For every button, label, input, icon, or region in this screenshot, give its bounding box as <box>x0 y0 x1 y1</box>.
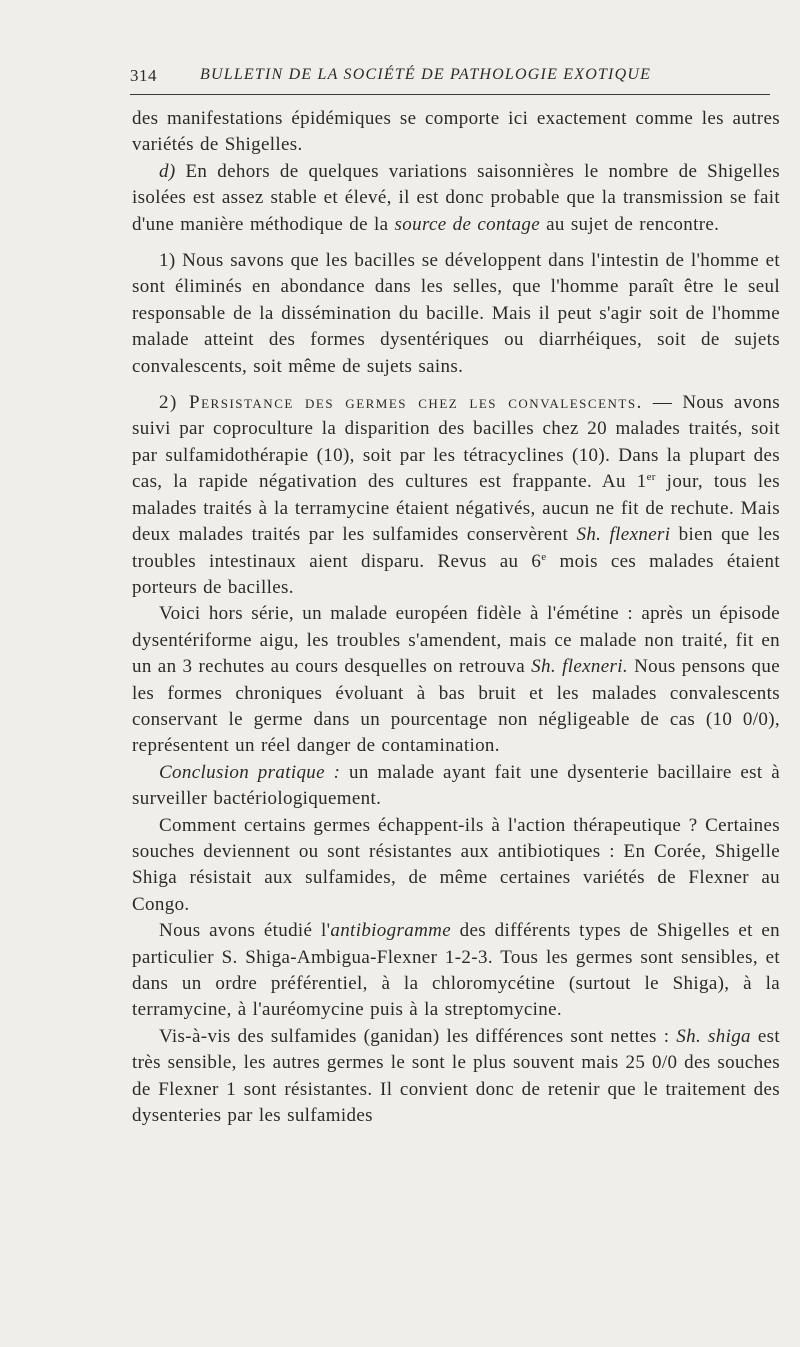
paragraph-3: 1) Nous savons que les bacilles se développent dans l'intestin de l'homme et sont éliminés en abondance dans les selles, que l'homme paraît être le seul responsable de la dissémination du bacille. Mais il peut s'agir soit de l'homme malade atteint des formes dysentériques ou diarrhéiques, soit de sujets convalescents, soit même de sujets sains. <box>132 250 780 377</box>
paragraph-6-text-a: un malade ayant fait une dysenterie bacillaire est à surveiller bactériologiquement. <box>132 761 780 810</box>
paragraph-1: des manifestations épidémiques se comporte ici exactement comme les autres variétés de Shigelles. <box>132 108 780 156</box>
running-header <box>130 66 770 92</box>
paragraph-4 <box>132 390 780 601</box>
paragraph-8 <box>132 918 780 1024</box>
running-title: BULLETIN DE LA SOCIÉTÉ DE PATHOLOGIE EXOTIQUE <box>200 66 652 83</box>
paragraph-2-text-b: au sujet de rencontre. <box>539 213 720 235</box>
superscript-er: er <box>646 471 656 484</box>
paragraph-2-text-a: En dehors de quelques variations saisonnières le nombre de Shigelles isolées est assez stable et élevé, il est donc probable que la transmission se fait d'une manière méthodique de la <box>132 160 780 235</box>
species-name: Sh. flexneri. <box>531 656 629 678</box>
page-number: 314 <box>130 66 157 85</box>
paragraph-2 <box>132 159 780 238</box>
paragraph-2-label: d) <box>159 160 176 182</box>
paragraph-5-text-b: Nous pensons que les formes chroniques évoluant à bas bruit et les malades convalescents conservant le germe dans un pourcentage non négligeable de cas (10 0/0), représentent un réel danger de contamination. <box>132 656 780 757</box>
paragraph-9-text-a: Vis-à-vis des sulfamides (ganidan) les différences sont nettes : <box>159 1025 677 1047</box>
species-name: Sh. shiga <box>676 1025 751 1047</box>
conclusion-label: Conclusion pratique : <box>159 761 341 783</box>
paragraph-7: Comment certains germes échappent-ils à l'action thérapeutique ? Certaines souches deviennent ou sont résistantes aux antibiotiques : En Corée, Shigelle Shiga résistait aux sulfamides, de même certaines variétés de Flexner au Congo. <box>132 814 780 915</box>
paragraph-9-text-b: est très sensible, les autres germes le sont le plus souvent mais 25 0/0 des souches de Flexner 1 sont résistantes. Il convient donc de retenir que le traitement des dysenteries par les sulfamides <box>132 1025 780 1127</box>
paragraph-6 <box>132 760 780 813</box>
paragraph-4-text-c: bien que les troubles intestinaux aient disparu. Revus au 6 <box>132 524 780 572</box>
paragraph-4-text-b: jour, tous les malades traités à la terramycine étaient négativés, aucun ne fit de rechute. Mais deux malades traités par les sulfamides conservèrent <box>132 471 781 546</box>
paragraph-5 <box>132 601 780 759</box>
paragraph-4-text-d: mois ces malades étaient porteurs de bacilles. <box>132 550 780 598</box>
paragraph-4-text-a: — Nous avons suivi par coproculture la disparition des bacilles chez 20 malades traités, soit par sulfamidothérapie (10), soit par les tétracyclines (10). Dans la plupart des cas, la rapide négativation des cultures est frappante. Au 1 <box>132 392 780 493</box>
section-heading: 2) Persistance des germes chez les convalescents. <box>159 392 643 414</box>
article-body <box>132 106 780 1129</box>
header-rule <box>130 94 770 95</box>
paragraph-8-text-a: Nous avons étudié l' <box>159 920 331 942</box>
antibiogram-term: antibiogramme <box>330 920 452 942</box>
species-name: Sh. flexneri <box>576 524 671 546</box>
paragraph-5-text-a: Voici hors série, un malade européen fidèle à l'émétine : après un épisode dysentériforme aigu, les troubles s'amendent, mais ce malade non traité, fit en un an 3 rechutes au cours desquelles on retrouva <box>132 603 780 678</box>
paragraph-9 <box>132 1024 780 1130</box>
superscript-e: e <box>541 550 547 563</box>
paragraph-8-text-b: des différents types de Shigelles et en particulier S. Shiga-Ambigua-Flexner 1-2-3. Tous les germes sont sensibles, et dans un ordre préférentiel, à la chloromycétine (surtout le Shiga), à la terramycine, à l'auréomycine puis à la streptomycine. <box>132 920 780 1021</box>
paragraph-2-emphasis: source de contage <box>394 213 540 235</box>
